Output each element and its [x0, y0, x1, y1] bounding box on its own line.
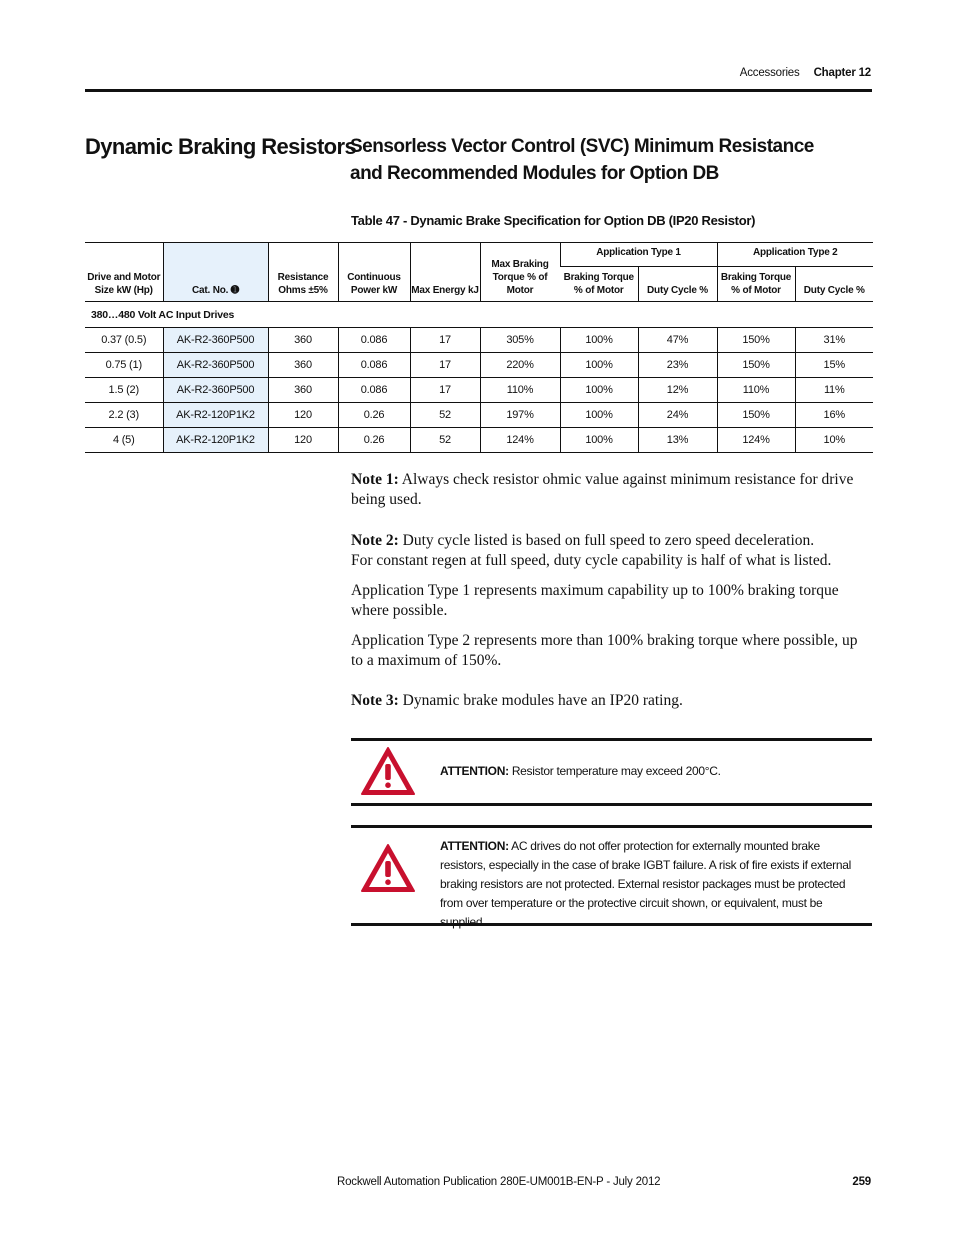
cell-max-braking: 124%	[480, 428, 560, 453]
attention-label: ATTENTION:	[440, 764, 509, 778]
note-2-line-1: Duty cycle listed is based on full speed to zero speed deceleration.	[398, 532, 815, 549]
cell-app1-braking-torque: 100%	[560, 403, 638, 428]
note-1-text: Always check resistor ohmic value against minimum resistance for drive being used.	[351, 471, 854, 508]
cell-drive: 4 (5)	[85, 428, 163, 453]
header-rule	[85, 89, 872, 92]
cell-app2-braking-torque: 150%	[717, 328, 795, 353]
cell-app1-duty-cycle: 24%	[638, 403, 717, 428]
attention-body: Resistor temperature may exceed 200°C.	[508, 764, 721, 778]
note-2-line-2: For constant regen at full speed, duty cycle capability is half of what is listed.	[351, 552, 832, 569]
cell-drive: 0.37 (0.5)	[85, 328, 163, 353]
cell-app2-braking-torque: 150%	[717, 353, 795, 378]
col-header-catno: Cat. No. ➊	[163, 243, 268, 302]
table-row	[85, 353, 873, 378]
cell-max-energy: 52	[410, 403, 480, 428]
cell-max-energy: 17	[410, 378, 480, 403]
col-header-app1-duty-cycle: Duty Cycle %	[638, 267, 717, 302]
note-1	[351, 470, 873, 510]
note-1-label: Note 1:	[351, 471, 399, 488]
cell-max-braking: 220%	[480, 353, 560, 378]
warning-triangle-icon	[360, 746, 416, 796]
col-header-app2-braking-torque: Braking Torque % of Motor	[717, 267, 795, 302]
note-2-label: Note 2:	[351, 532, 399, 549]
attention-text	[440, 837, 855, 932]
table-group-label: 380…480 Volt AC Input Drives	[85, 302, 873, 328]
table-row	[85, 428, 873, 453]
note-2	[351, 531, 873, 571]
cell-app1-braking-torque: 100%	[560, 378, 638, 403]
attention-label: ATTENTION:	[440, 839, 509, 853]
cell-app2-duty-cycle: 16%	[795, 403, 873, 428]
section-title: Dynamic Braking Resistors	[85, 134, 357, 159]
notes-block	[351, 470, 873, 711]
cell-app1-duty-cycle: 13%	[638, 428, 717, 453]
cell-max-braking: 110%	[480, 378, 560, 403]
cell-app2-braking-torque: 150%	[717, 403, 795, 428]
page-number: 259	[852, 1176, 871, 1188]
attention-box-fire-risk	[351, 825, 872, 929]
col-header-resistance: Resistance Ohms ±5%	[268, 243, 338, 302]
attention-body: AC drives do not offer protection for externally mounted brake resistors, especially in the case of brake IGBT failure. A risk of fire exists if external braking resistors are not protected. External resistor packages must be protected from over temperature or the protective circuit shown, or equivalent, must be supplied.	[440, 839, 851, 929]
warning-triangle-icon	[360, 843, 416, 893]
table-row	[85, 378, 873, 403]
cell-app2-duty-cycle: 31%	[795, 328, 873, 353]
cell-max-energy: 52	[410, 428, 480, 453]
col-header-app-type-1: Application Type 1	[560, 243, 717, 267]
cell-catno: AK-R2-120P1K2	[163, 428, 268, 453]
cell-resistance: 360	[268, 353, 338, 378]
note-3-text: Dynamic brake modules have an IP20 rating.	[398, 692, 683, 709]
cell-app2-duty-cycle: 10%	[795, 428, 873, 453]
cell-max-braking: 305%	[480, 328, 560, 353]
cell-catno: AK-R2-360P500	[163, 353, 268, 378]
cell-app2-braking-torque: 124%	[717, 428, 795, 453]
cell-app1-duty-cycle: 23%	[638, 353, 717, 378]
table-row	[85, 328, 873, 353]
col-header-continuous-power: Continuous Power kW	[338, 243, 410, 302]
cell-drive: 1.5 (2)	[85, 378, 163, 403]
col-header-max-braking: Max Braking Torque % of Motor	[480, 243, 560, 302]
col-header-drive: Drive and Motor Size kW (Hp)	[87, 272, 161, 296]
cell-continuous-power: 0.26	[338, 428, 410, 453]
table-caption: Table 47 - Dynamic Brake Specification for Option DB (IP20 Resistor)	[351, 213, 756, 228]
cell-app2-braking-torque: 110%	[717, 378, 795, 403]
dynamic-brake-spec-table	[85, 242, 873, 453]
cell-app1-braking-torque: 100%	[560, 353, 638, 378]
cell-continuous-power: 0.086	[338, 353, 410, 378]
note-3-label: Note 3:	[351, 692, 399, 709]
cell-continuous-power: 0.086	[338, 378, 410, 403]
col-header-app-type-2: Application Type 2	[717, 243, 873, 267]
footer-publication: Rockwell Automation Publication 280E-UM001B-EN-P - July 2012	[337, 1176, 661, 1188]
cell-resistance: 120	[268, 428, 338, 453]
col-header-app1-braking-torque: Braking Torque % of Motor	[563, 272, 634, 296]
application-type-1-note: Application Type 1 represents maximum capability up to 100% braking torque where possible.	[351, 582, 839, 619]
note-3	[351, 691, 873, 711]
col-header-app2-duty-cycle: Duty Cycle %	[795, 267, 873, 302]
attention-box-temperature	[351, 738, 872, 806]
cell-app1-duty-cycle: 47%	[638, 328, 717, 353]
cell-drive: 0.75 (1)	[85, 353, 163, 378]
cell-app1-braking-torque: 100%	[560, 328, 638, 353]
attention-text	[440, 762, 855, 781]
page-header	[740, 67, 871, 79]
header-section: Accessories	[739, 67, 800, 79]
cell-app1-braking-torque: 100%	[560, 428, 638, 453]
subsection-title: Sensorless Vector Control (SVC) Minimum Resistance and Recommended Modules for Option DB	[350, 136, 814, 184]
cell-resistance: 360	[268, 328, 338, 353]
cell-drive: 2.2 (3)	[85, 403, 163, 428]
col-header-max-energy: Max Energy kJ	[410, 243, 480, 302]
cell-app2-duty-cycle: 11%	[795, 378, 873, 403]
cell-resistance: 120	[268, 403, 338, 428]
cell-catno: AK-R2-120P1K2	[163, 403, 268, 428]
cell-app2-duty-cycle: 15%	[795, 353, 873, 378]
header-chapter: Chapter 12	[813, 67, 871, 79]
application-type-2-note: Application Type 2 represents more than 100% braking torque where possible, up to a maximum of 150%.	[351, 632, 858, 669]
cell-max-energy: 17	[410, 328, 480, 353]
cell-continuous-power: 0.26	[338, 403, 410, 428]
cell-catno: AK-R2-360P500	[163, 328, 268, 353]
cell-catno: AK-R2-360P500	[163, 378, 268, 403]
cell-max-braking: 197%	[480, 403, 560, 428]
cell-max-energy: 17	[410, 353, 480, 378]
cell-continuous-power: 0.086	[338, 328, 410, 353]
table-row	[85, 403, 873, 428]
cell-resistance: 360	[268, 378, 338, 403]
cell-app1-duty-cycle: 12%	[638, 378, 717, 403]
